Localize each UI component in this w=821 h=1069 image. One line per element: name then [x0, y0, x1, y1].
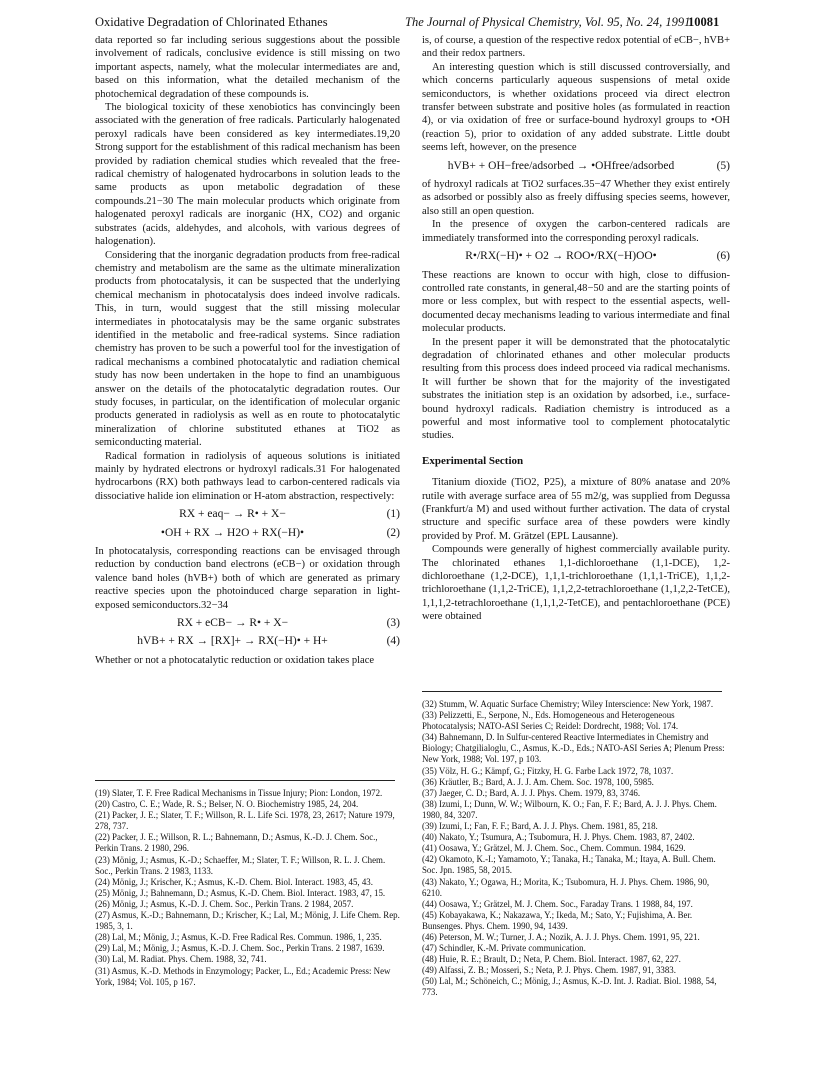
equation-6 [422, 250, 730, 263]
reference: (32) Stumm, W. Aquatic Surface Chemistry; Wiley Interscience: New York, 1987. [422, 699, 714, 709]
reference: (42) Okamoto, K.-I.; Yamamoto, Y.; Tanaka, H.; Tanaka, M.; Itaya, A. Bull. Chem. Soc. Jpn. 1985, 58, 2015. [422, 854, 716, 876]
paragraph: Whether or not a photocatalytic reduction or oxidation takes place [95, 654, 375, 666]
equation-text: hVB+ + OH−free/adsorbed → •OHfree/adsorbed [447, 159, 675, 172]
left-column [95, 34, 400, 667]
paragraph: The biological toxicity of these xenobiotics has convincingly been associated with the generation of free radicals. Particularly halogenated peroxyl radicals have been considered as key intermediates.19,20 Strong support for the establishment of this radical mechanism has been provided by radiation chemical studies which revealed that the free-radical chemistry of halogenated hydrocarbons in solution leads to the same products as upon metabolic degradation of these compounds.21−30 The main molecular products which originate from halogenated peroxyl radicals are inorganic (HX, CO2) and organic substrates (acids, aldehydes, and alcohols, with various degrees of halogenation). [95, 102, 400, 248]
reference: (31) Asmus, K.-D. Methods in Enzymology; Packer, L., Ed.; Academic Press: New York, 1984; Vol. 105, p 167. [95, 965, 391, 987]
paragraph: An interesting question which is still discussed controversially, and which concerns particularly aqueous suspensions of metal oxide semiconductors, is whether oxidations proceed via direct electron transfer between substrate and positive holes (as formulated in reaction 4), or via oxidation of free or surface-bound hydroxyl groups to •OH (reaction 5), prior to oxidation of any added substrate. Little doubt seems left, however, on the presence [422, 61, 730, 154]
right-column [422, 34, 730, 624]
paragraph: In the presence of oxygen the carbon-centered radicals are immediately transformed into the corresponding peroxyl radicals. [422, 219, 730, 244]
reference: (34) Bahnemann, D. In Sulfur-centered Reactive Intermediates in Chemistry and Biology; Chatgilialoglu, C., Asmus, K.-D., Eds.; NATO-ASI Series A; Plenum Press: New York, 1988; Vol. 197, p 103. [422, 732, 725, 765]
reference: (22) Packer, J. E.; Willson, R. L.; Bahnemann, D.; Asmus, K.-D. J. Chem. Soc., Perkin Trans. 2 1980, 296. [95, 832, 378, 854]
reference: (47) Schindler, K.-M. Private communication. [422, 943, 586, 954]
reference: (25) Mönig, J.; Bahnemann, D.; Asmus, K.-D. Chem. Biol. Interact. 1983, 47, 15. [95, 887, 386, 898]
equation-5 [422, 160, 730, 173]
equation-number: (6) [716, 250, 730, 263]
reference: (38) Izumi, I.; Dunn, W. W.; Wilbourn, K. O.; Fan, F. F.; Bard, A. J. J. Phys. Chem. 1980, 84, 3207. [422, 798, 717, 820]
equation-number: (1) [386, 508, 400, 521]
reference: (40) Nakato, Y.; Tsumura, A.; Tsubomura, H. J. Phys. Chem. 1983, 87, 2402. [422, 832, 695, 843]
reference: (36) Kräutler, B.; Bard, A. J. J. Am. Chem. Soc. 1978, 100, 5985. [422, 776, 654, 787]
journal-citation: The Journal of Physical Chemistry, Vol. 95, No. 24, 1991 [405, 15, 691, 29]
reference: (26) Mönig, J.; Asmus, K.-D. J. Chem. Soc., Perkin Trans. 2 1984, 2057. [95, 898, 354, 909]
reference: (29) Lal, M.; Mönig, J.; Asmus, K.-D. J. Chem. Soc., Perkin Trans. 2 1987, 1639. [95, 943, 385, 954]
equation-number: (3) [386, 617, 400, 630]
paragraph: data reported so far including serious suggestions about the possible involvement of radicals, conclusive evidence is still missing on two important aspects, namely, what the molecular intermediates are and, based on this information, what the detailed mechanism of the photochemical degradation of these compounds is. [95, 35, 400, 100]
equation-text: RX + eaq− → R• + X− [179, 508, 286, 521]
reference: (28) Lal, M.; Mönig, J.; Asmus, K.-D. Free Radical Res. Commun. 1986, 1, 235. [95, 932, 382, 943]
equation-text: •OH + RX → H2O + RX(−H)• [160, 526, 305, 539]
paragraph: In the present paper it will be demonstrated that the photocatalytic degradation of chlorinated ethanes and other molecular products resulting from this process does indeed proceed via radical mechanisms. It will further be shown that for the majority of the investigated substrates the initiation step is an oxidation by adsorbed, i.e., surface-bound hydroxyl radicals. Radiation chemistry is introduced as a powerful and most informative tool to complement photocatalytic studies. [422, 336, 730, 442]
paragraph: Compounds were generally of highest commercially available purity. The chlorinated ethanes 1,1-dichloroethane (1,1-DCE), 1,2-dichloroethane (1,2-DCE), 1,1,1-trichloroethane (1,1,1-TriCE), 1,1,2-trichloroethane (1,1,2-TriCE), 1,1,2,2-tetrachloroethane (1,1,2,2-TetCE), 1,1,1,2-tetrachloroethane (1,1,1,2-TetCE), and pentachloroethane (PCE) were obtained [422, 544, 730, 623]
equation-4 [95, 635, 400, 648]
reference: (45) Kobayakawa, K.; Nakazawa, Y.; Ikeda, M.; Sato, Y.; Fujishima, A. Ber. Bunsenges. Phys. Chem. 1990, 94, 1439. [422, 909, 693, 931]
reference: (37) Jaeger, C. D.; Bard, A. J. J. Phys. Chem. 1979, 83, 3746. [422, 787, 641, 798]
reference: (35) Völz, H. G.; Kämpf, G.; Fitzky, H. G. Farbe Lack 1972, 78, 1037. [422, 765, 674, 776]
reference: (24) Mönig, J.; Krischer, K.; Asmus, K.-D. Chem. Biol. Interact. 1983, 45, 43. [95, 876, 373, 887]
reference: (19) Slater, T. F. Free Radical Mechanisms in Tissue Injury; Pion: London, 1972. [95, 788, 383, 798]
reference: (30) Lal, M. Radiat. Phys. Chem. 1988, 32, 741. [95, 954, 267, 965]
reference: (41) Oosawa, Y.; Grätzel, M. J. Chem. Soc., Chem. Commun. 1984, 1629. [422, 843, 686, 854]
equation-text: R•/RX(−H)• + O2 → ROO•/RX(−H)OO• [465, 250, 657, 263]
reference: (48) Huie, R. E.; Brault, D.; Neta, P. Chem. Biol. Interact. 1987, 62, 227. [422, 954, 681, 965]
section-heading: Experimental Section [422, 454, 524, 467]
reference: (46) Peterson, M. W.; Turner, J. A.; Nozik, A. J. J. Phys. Chem. 1991, 95, 221. [422, 931, 700, 942]
paragraph: of hydroxyl radicals at TiO2 surfaces.35−47 Whether they exist entirely as adsorbed or possibly also as freely diffusing species seems, however, also still an open question. [422, 179, 730, 217]
footnote-rule [422, 691, 722, 692]
paragraph: is, of course, a question of the respective redox potential of eCB−, hVB+ and their redox partners. [422, 35, 731, 60]
equation-number: (4) [386, 635, 400, 648]
reference: (33) Pelizzetti, E., Serpone, N., Eds. Homogeneous and Heterogeneous Photocatalysis; NATO-ASI Series C; Reidel: Dordrecht, 1988; Vol. 174. [422, 710, 679, 732]
reference: (50) Lal, M.; Schöneich, C.; Mönig, J.; Asmus, K.-D. Int. J. Radiat. Biol. 1988, 54, 773. [422, 976, 717, 998]
equation-text: hVB+ + RX → [RX]+ → RX(−H)• + H+ [137, 635, 328, 648]
footnote-rule [95, 780, 395, 781]
reference: (44) Oosawa, Y.; Grätzel, M. J. Chem. Soc., Faraday Trans. 1 1988, 84, 197. [422, 898, 693, 909]
reference: (20) Castro, C. E.; Wade, R. S.; Belser, N. O. Biochemistry 1985, 24, 204. [95, 799, 359, 810]
paragraph: In photocatalysis, corresponding reactions can be envisaged through reduction by conduction band electrons (eCB−) or oxidation through valence band holes (hVB+) both of which are generated as primary reactive species upon the photoinduced charge separation in light-exposed semiconductors.32−34 [95, 546, 400, 611]
equation-number: (2) [386, 526, 400, 539]
page-number: 10081 [688, 15, 720, 29]
equation-1 [95, 508, 400, 521]
equation-number: (5) [716, 159, 730, 172]
paragraph: Considering that the inorganic degradation products from free-radical chemistry and metabolism are the same as the ultimate mineralization products from photocatalysis, it can be suspected that the underlying chemical mechanism in photocatalysis does indeed involve radicals. This, in turn, would suggest that the still missing molecular intermediates in photocatalysis may be the same organic substrates identified in the metabolic and free-radical systems. Since radiation chemistry has proven to be such a powerful tool for the investigation of radical mechanisms a combined photocatalytic and radiation chemical study has now been undertaken in the hope to find an unambiguous answer on the details of the photocatalytic degradation routes. Our study focuses, in particular, on the identification of molecular organic products generated in radiolysis as well as en route to photocatalytic mineralization of chlorine substituted ethanes at TiO2 as semiconducting material. [95, 249, 400, 449]
equation-text: RX + eCB− → R• + X− [176, 617, 289, 630]
paragraph: These reactions are known to occur with high, close to diffusion-controlled rate constants, in general,48−50 and are the starting points of more or less complex, but with respect to the essential aspects, well-documented decay mechanisms leading to various intermediate and final molecular products. [422, 269, 730, 335]
equation-3 [95, 617, 400, 630]
references-right [422, 691, 730, 999]
reference: (23) Mönig, J.; Asmus, K.-D.; Schaeffer, M.; Slater, T. F.; Willson, R. L. J. Chem. Soc., Perkin Trans. 2 1983, 1133. [95, 854, 386, 876]
reference: (49) Alfassi, Z. B.; Mosseri, S.; Neta, P. J. Phys. Chem. 1987, 91, 3383. [422, 965, 676, 976]
reference: (39) Izumi, I.; Fan, F. F.; Bard, A. J. J. Phys. Chem. 1981, 85, 218. [422, 821, 658, 832]
reference: (27) Asmus, K.-D.; Bahnemann, D.; Krischer, K.; Lal, M.; Mönig, J. Life Chem. Rep. 1985, 3, 1. [95, 910, 400, 932]
paragraph: Radical formation in radiolysis of aqueous solutions is initiated mainly by hydrated electrons or hydroxyl radicals.31 For halogenated hydrocarbons (RX) both pathways lead to carbon-centered radicals via dissociative halide ion elimination or H-atom abstraction, respectively: [95, 450, 400, 502]
running-title: Oxidative Degradation of Chlorinated Ethanes [95, 15, 328, 29]
paragraph: Titanium dioxide (TiO2, P25), a mixture of 80% anatase and 20% rutile with average surface area of 55 m2/g, was supplied from Degussa (Frankfurt/a M) and used without further activation. The data of crystal structure and specific surface area of these powders were kindly provided by Prof. M. Grätzel (EPL Lausanne). [422, 477, 730, 542]
reference: (21) Packer, J. E.; Slater, T. F.; Willson, R. L. Life Sci. 1978, 23, 2617; Nature 1979, 278, 737. [95, 810, 395, 832]
equation-2 [95, 527, 400, 540]
references-left [95, 780, 400, 988]
reference: (43) Nakato, Y.; Ogawa, H.; Morita, K.; Tsubomura, H. J. Phys. Chem. 1986, 90, 6210. [422, 876, 710, 898]
